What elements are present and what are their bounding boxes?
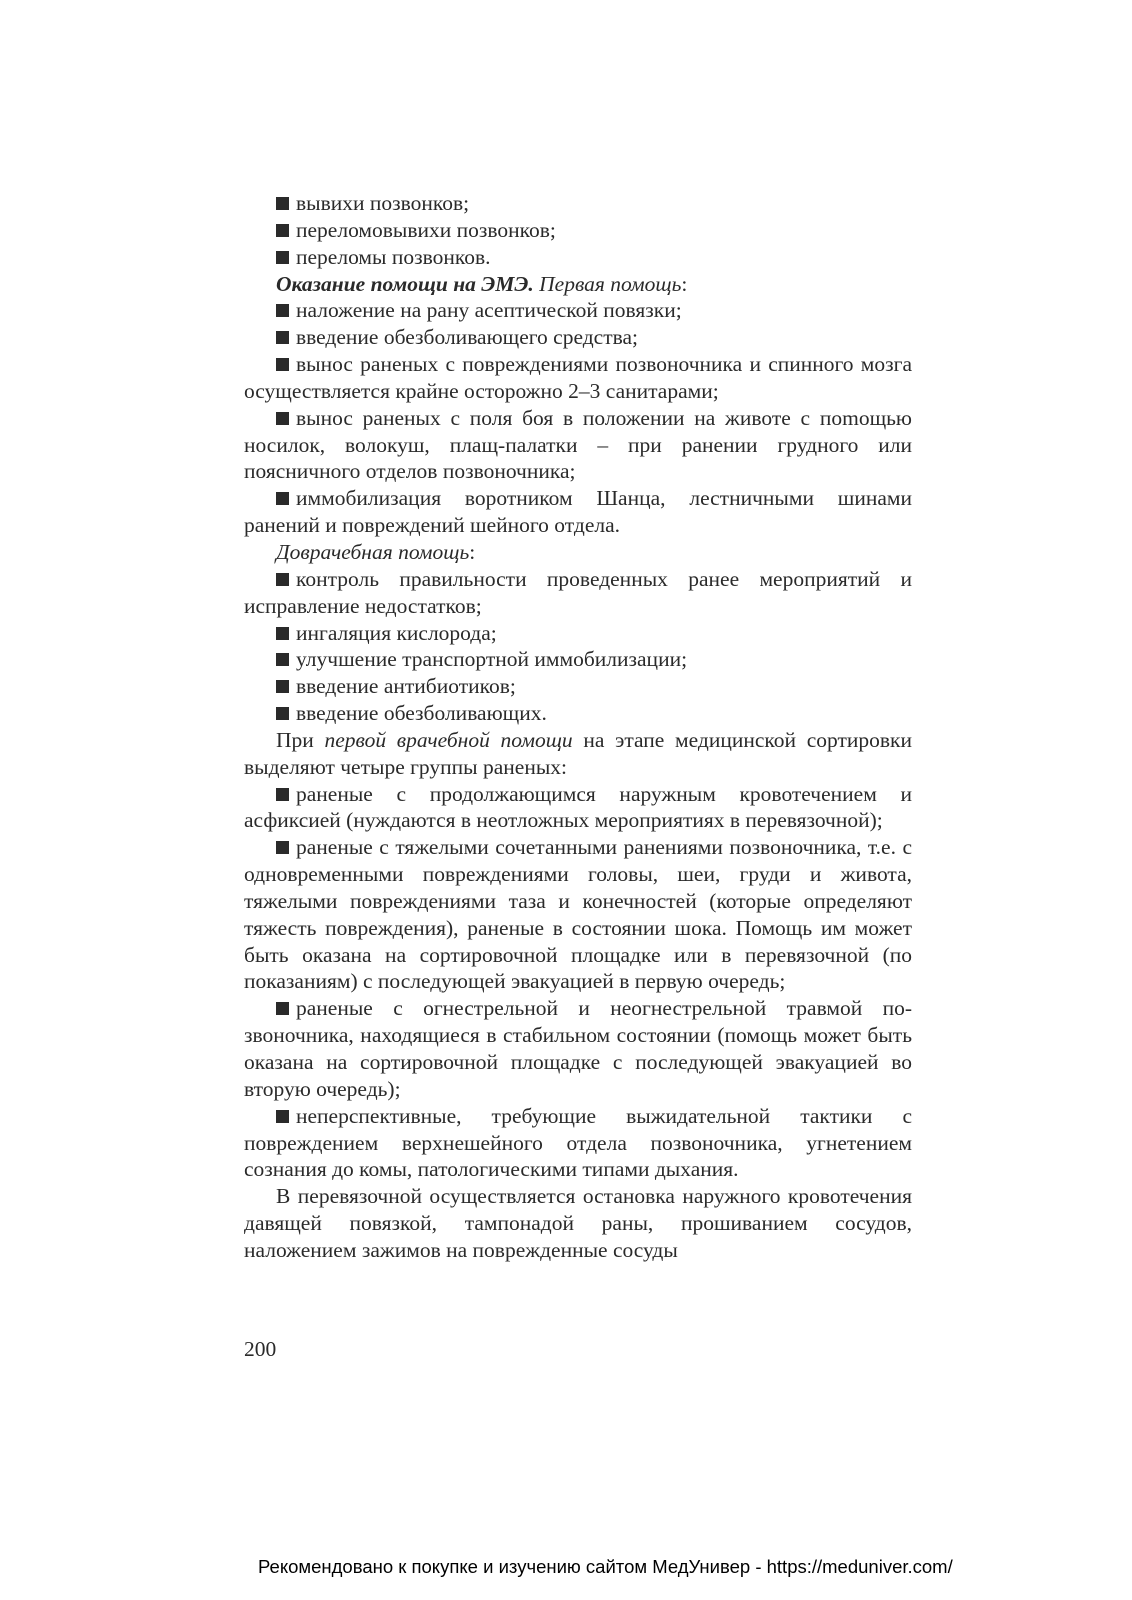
paragraph-text: При — [276, 727, 325, 752]
heading-suffix: : — [681, 271, 688, 296]
list-item — [244, 995, 912, 1102]
list-item-text: введение обезболивающих. — [296, 701, 547, 726]
list-item-text: наложение на рану асептической повязки; — [296, 298, 682, 323]
list-item-text: вывихи позвонков; — [296, 191, 470, 215]
heading-suffix: : — [469, 539, 476, 564]
list-item-text: раненые с продолжающимся наружным кровотечением и асфиксией (нуждаются в неотложных мероприятиях в перевязочной); — [244, 781, 912, 833]
list-item-text: улучшение транспортной иммобилизации; — [296, 647, 688, 672]
paragraph-italic-text: первой врачебной помощи — [324, 727, 573, 752]
square-bullet-icon — [276, 358, 289, 371]
square-bullet-icon — [276, 492, 289, 505]
square-bullet-icon — [276, 627, 289, 640]
square-bullet-icon — [276, 251, 289, 264]
list-item-text: переломовывихи позвонков; — [296, 217, 556, 242]
square-bullet-icon — [276, 1002, 289, 1015]
square-bullet-icon — [276, 412, 289, 425]
paragraph-text: на этапе медицинской сортировки выделяют четыре группы раненых: — [244, 727, 912, 779]
list-item — [244, 566, 912, 620]
square-bullet-icon — [276, 680, 289, 693]
square-bullet-icon — [276, 224, 289, 237]
list-item — [244, 1103, 912, 1184]
list-item — [244, 297, 912, 324]
list-item — [244, 190, 912, 217]
list-item — [244, 781, 912, 835]
list-item — [244, 700, 912, 727]
square-bullet-icon — [276, 653, 289, 666]
page-body — [244, 190, 912, 1264]
list-item — [244, 834, 912, 995]
list-item — [244, 485, 912, 539]
list-item — [244, 217, 912, 244]
list-item-text: ингаляция кислорода; — [296, 620, 497, 645]
square-bullet-icon — [276, 788, 289, 801]
section-heading-first-aid — [244, 271, 912, 298]
heading-bold-text: Оказание помощи на ЭМЭ. — [276, 271, 534, 296]
list-item-text: раненые с огнестрельной и неогнестрельной травмой позвоночника, находящиеся в стабильном состоянии (помощь может быть оказана на сортировочной площадке с последующей эвакуацией во вторую очередь); — [244, 996, 912, 1101]
list-item — [244, 405, 912, 486]
list-item-text: переломы позвонков. — [296, 244, 491, 269]
list-item — [244, 244, 912, 271]
page-number: 200 — [244, 1337, 277, 1361]
paragraph-dressing-room: В перевязочной осуществляется остановка наружного кровотечения давящей повязкой, тампонадой раны, прошиванием сосудов, наложением зажимов на поврежденные сосуды — [244, 1184, 912, 1262]
list-item-text: введение антибиотиков; — [296, 674, 516, 699]
list-item — [244, 646, 912, 673]
square-bullet-icon — [276, 304, 289, 317]
list-item — [244, 620, 912, 647]
list-item-text: иммобилизация воротником Шанца, лестничными шинами ранений и повреждений шейного отдела. — [244, 486, 912, 538]
list-item-text: неперспективные, требующие выжидательной тактики с повреждением верхнешейного отдела позвоночника, угнетением сознания до комы, патологическими типами дыхания. — [244, 1103, 912, 1182]
square-bullet-icon — [276, 841, 289, 854]
square-bullet-icon — [276, 573, 289, 586]
heading-italic-text: Первая помощь — [533, 271, 682, 296]
square-bullet-icon — [276, 1110, 289, 1123]
square-bullet-icon — [276, 197, 289, 210]
heading-italic-text: Доврачебная помощь — [276, 539, 470, 564]
list-item-text: введение обезболивающего средства; — [296, 325, 638, 350]
list-item — [244, 324, 912, 351]
square-bullet-icon — [276, 331, 289, 344]
list-item — [244, 673, 912, 700]
list-item-text: контроль правильности проведенных ранее мероприятий и исправление недостатков; — [244, 566, 912, 618]
list-item-text: вынос раненых с повреждениями позвоночника и спинного мозга осуществляется крайне осторожно 2–3 санитарами; — [244, 352, 912, 403]
square-bullet-icon — [276, 707, 289, 720]
paragraph-sorting-groups — [244, 727, 912, 781]
list-item-text: раненые с тяжелыми сочетанными ранениями позвоночника, т.е. с одновременными повреждениями головы, шеи, груди и живота, тяжелыми повреждениями таза и конечностей (которые определяют тяжесть повреждения), раненые в состоянии шока. Помощь им может быть оказана на сортировочной площадке или в перевязочной (по показаниям) с последующей эвакуацией в первую очередь; — [244, 835, 912, 994]
footer-recommendation: Рекомендовано к покупке и изучению сайтом МедУнивер - https://meduniver.com/ — [258, 1556, 953, 1577]
list-item — [244, 351, 912, 405]
section-heading-prehospital — [244, 539, 912, 566]
list-item-text: вынос раненых с поля боя в положении на животе с поmощью носилок, волокуш, плащ-палатки – при ранении грудного или поясничного отделов позвоночника; — [244, 405, 912, 484]
